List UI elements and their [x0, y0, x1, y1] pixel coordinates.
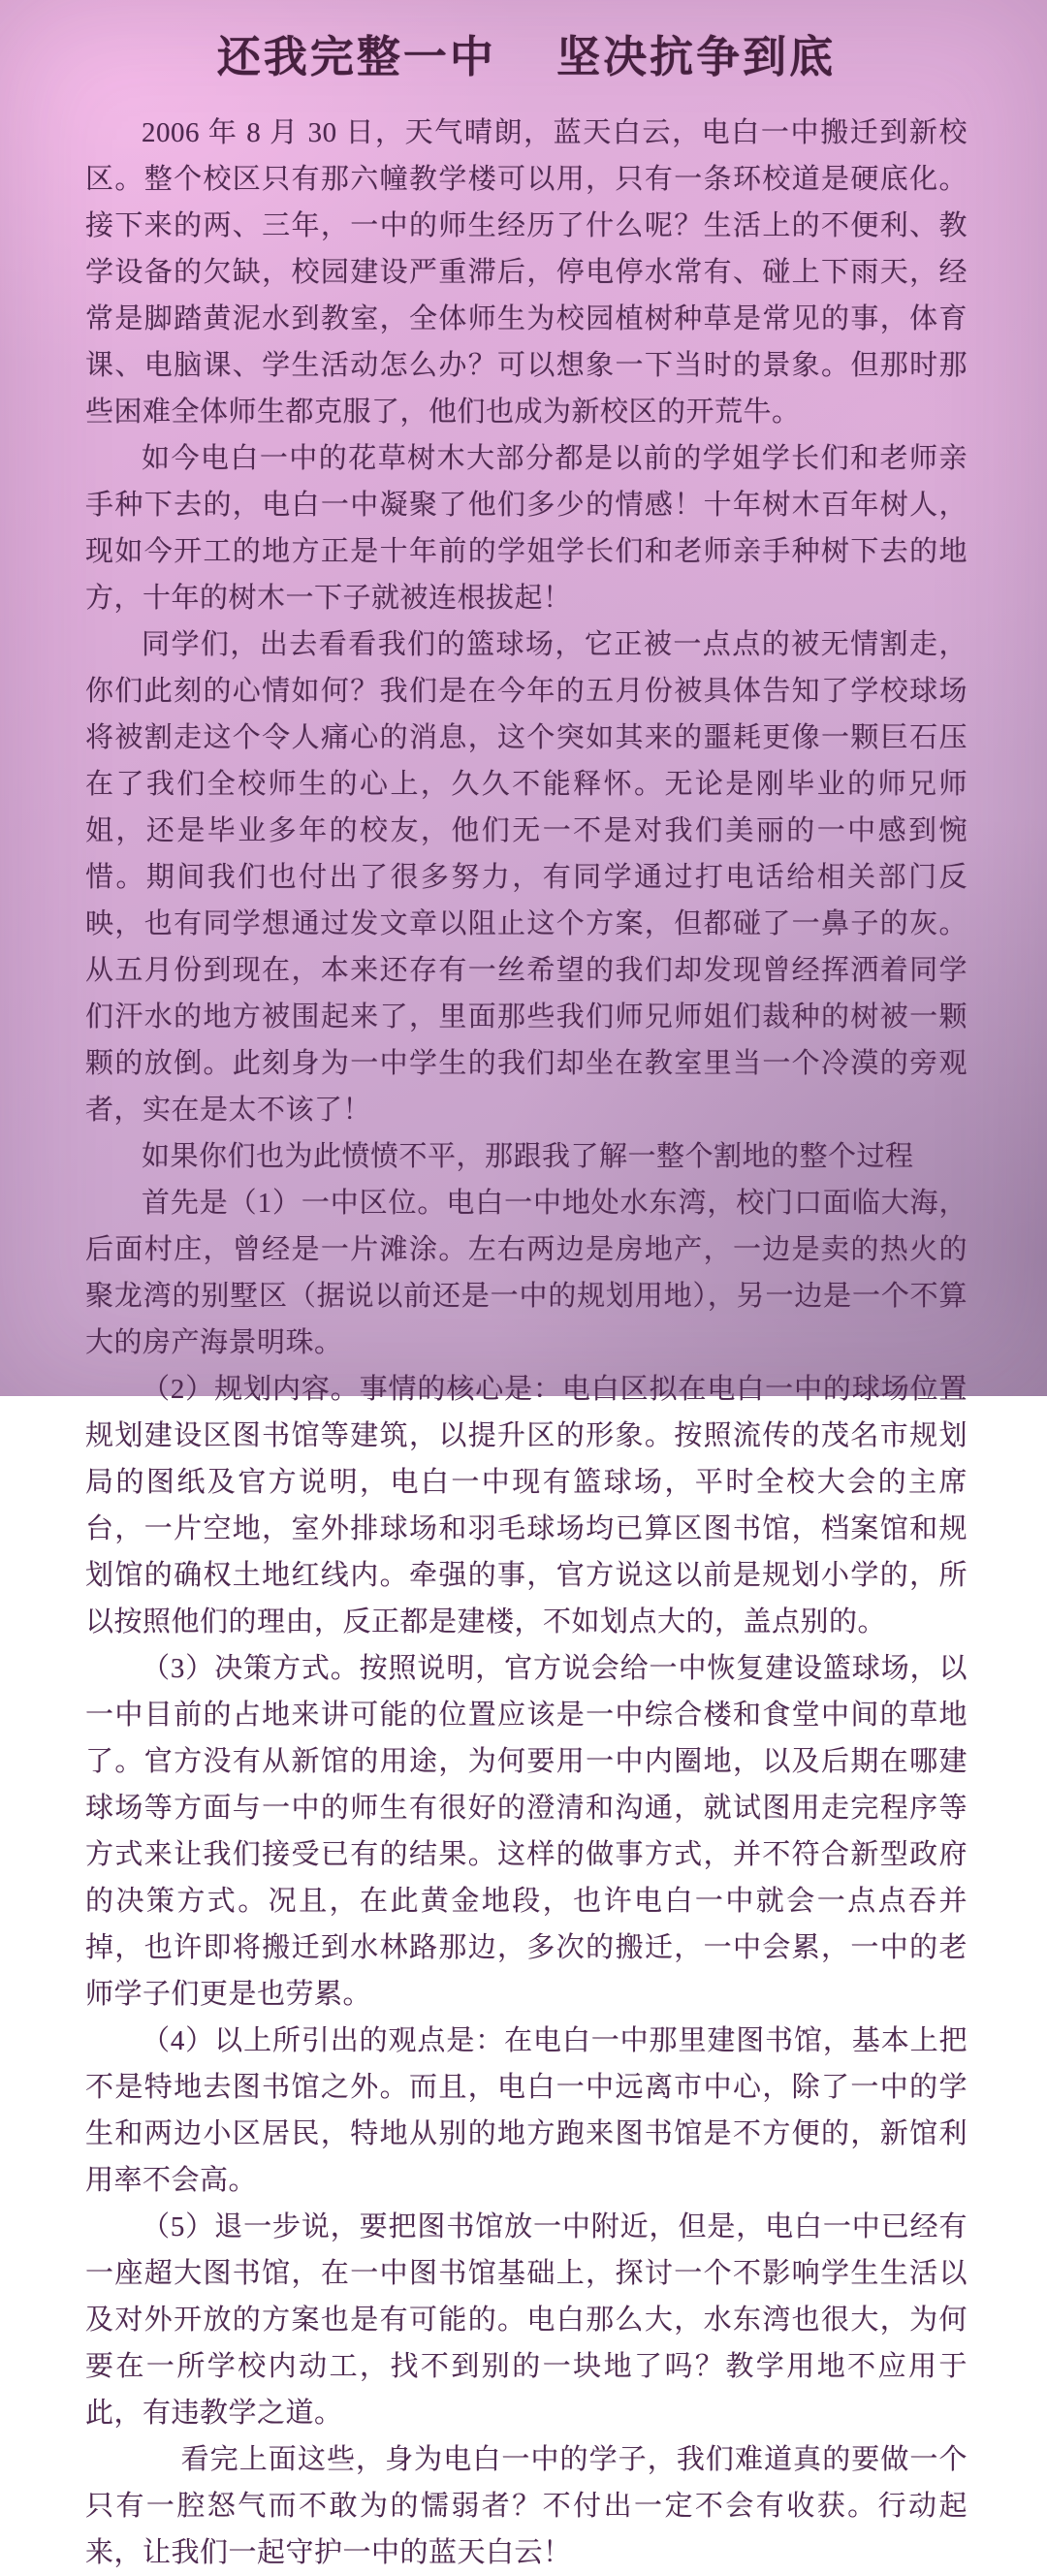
document-title: 还我完整一中 坚决抗争到底 [216, 33, 837, 81]
paragraph: 首先是（1）一中区位。电白一中地处水东湾，校门口面临大海，后面村庄，曾经是一片滩涂。左右两边是房地产，一边是卖的热火的聚龙湾的别墅区（据说以前还是一中的规划用地），另一边是一个不算大的房产海景明珠。 [85, 1188, 968, 1358]
paragraph: （5）退一步说，要把图书馆放一中附近，但是，电白一中已经有一座超大图书馆，在一中图书馆基础上，探讨一个不影响学生生活以及对外开放的方案也是有可能的。电白那么大，水东湾也很大，为何要在一所学校内动工，找不到别的一块地了吗？教学用地不应用于此，有违教学之道。 [85, 2211, 968, 2429]
paragraph: 如今电白一中的花草树木大部分都是以前的学姐学长们和老师亲手种下去的，电白一中凝聚了他们多少的情感！十年树木百年树人，现如今开工的地方正是十年前的学姐学长们和老师亲手种树下去的地方，十年的树木一下子就被连根拔起！ [85, 443, 968, 614]
paragraph: （4）以上所引出的观点是：在电白一中那里建图书馆，基本上把不是特地去图书馆之外。而且，电白一中远离市中心，除了一中的学生和两边小区居民，特地从别的地方跑来图书馆是不方便的，新馆利用率不会高。 [85, 2025, 968, 2196]
paragraph: 2006 年 8 月 30 日，天气晴朗，蓝天白云，电白一中搬迁到新校区。整个校区只有那六幢教学楼可以用，只有一条环校道是硬底化。接下来的两、三年，一中的师生经历了什么呢？生活上的不便利、教学设备的欠缺，校园建设严重滞后，停电停水常有、碰上下雨天，经常是脚踏黄泥水到教室，全体师生为校园植树种草是常见的事，体育课、电脑课、学生活动怎么办？可以想象一下当时的景象。但那时那些困难全体师生都克服了，他们也成为新校区的开荒牛。 [85, 117, 968, 428]
document-body [85, 110, 968, 2576]
paragraph: 看完上面这些，身为电白一中的学子，我们难道真的要做一个只有一腔怒气而不敢为的懦弱者？不付出一定不会有收获。行动起来，让我们一起守护一中的蓝天白云！ [85, 2444, 968, 2568]
paragraph: 如果你们也为此愤愤不平，那跟我了解一整个割地的整个过程 [142, 1141, 914, 1172]
paragraph: （2）规划内容。事情的核心是：电白区拟在电白一中的球场位置规划建设区图书馆等建筑，以提升区的形象。按照流传的茂名市规划局的图纸及官方说明，电白一中现有篮球场，平时全校大会的主席台，一片空地，室外排球场和羽毛球场均已算区图书馆，档案馆和规划馆的确权土地红线内。牵强的事，官方说这以前是规划小学的，所以按照他们的理由，反正都是建楼，不如划点大的，盖点别的。 [85, 1374, 968, 1638]
paragraph: 同学们，出去看看我们的篮球场，它正被一点点的被无情割走，你们此刻的心情如何？我们是在今年的五月份被具体告知了学校球场将被割走这个令人痛心的消息，这个突如其来的噩耗更像一颗巨石压在了我们全校师生的心上，久久不能释怀。无论是刚毕业的师兄师姐，还是毕业多年的校友，他们无一不是对我们美丽的一中感到惋惜。期间我们也付出了很多努力，有同学通过打电话给相关部门反映，也有同学想通过发文章以阻止这个方案，但都碰了一鼻子的灰。从五月份到现在，本来还存有一丝希望的我们却发现曾经挥洒着同学们汗水的地方被围起来了，里面那些我们师兄师姐们裁种的树被一颗颗的放倒。此刻身为一中学生的我们却坐在教室里当一个冷漠的旁观者，实在是太不该了！ [85, 629, 968, 1126]
paragraph: （3）决策方式。按照说明，官方说会给一中恢复建设篮球场，以一中目前的占地来讲可能的位置应该是一中综合楼和食堂中间的草地了。官方没有从新馆的用途，为何要用一中内圈地，以及后期在哪建球场等方面与一中的师生有很好的澄清和沟通，就试图用走完程序等方式来让我们接受已有的结果。这样的做事方式，并不符合新型政府的决策方式。况且，在此黄金地段，也许电白一中就会一点点吞并掉，也许即将搬迁到水林路那边，多次的搬迁，一中会累，一中的老师学子们更是也劳累。 [85, 1653, 968, 2010]
